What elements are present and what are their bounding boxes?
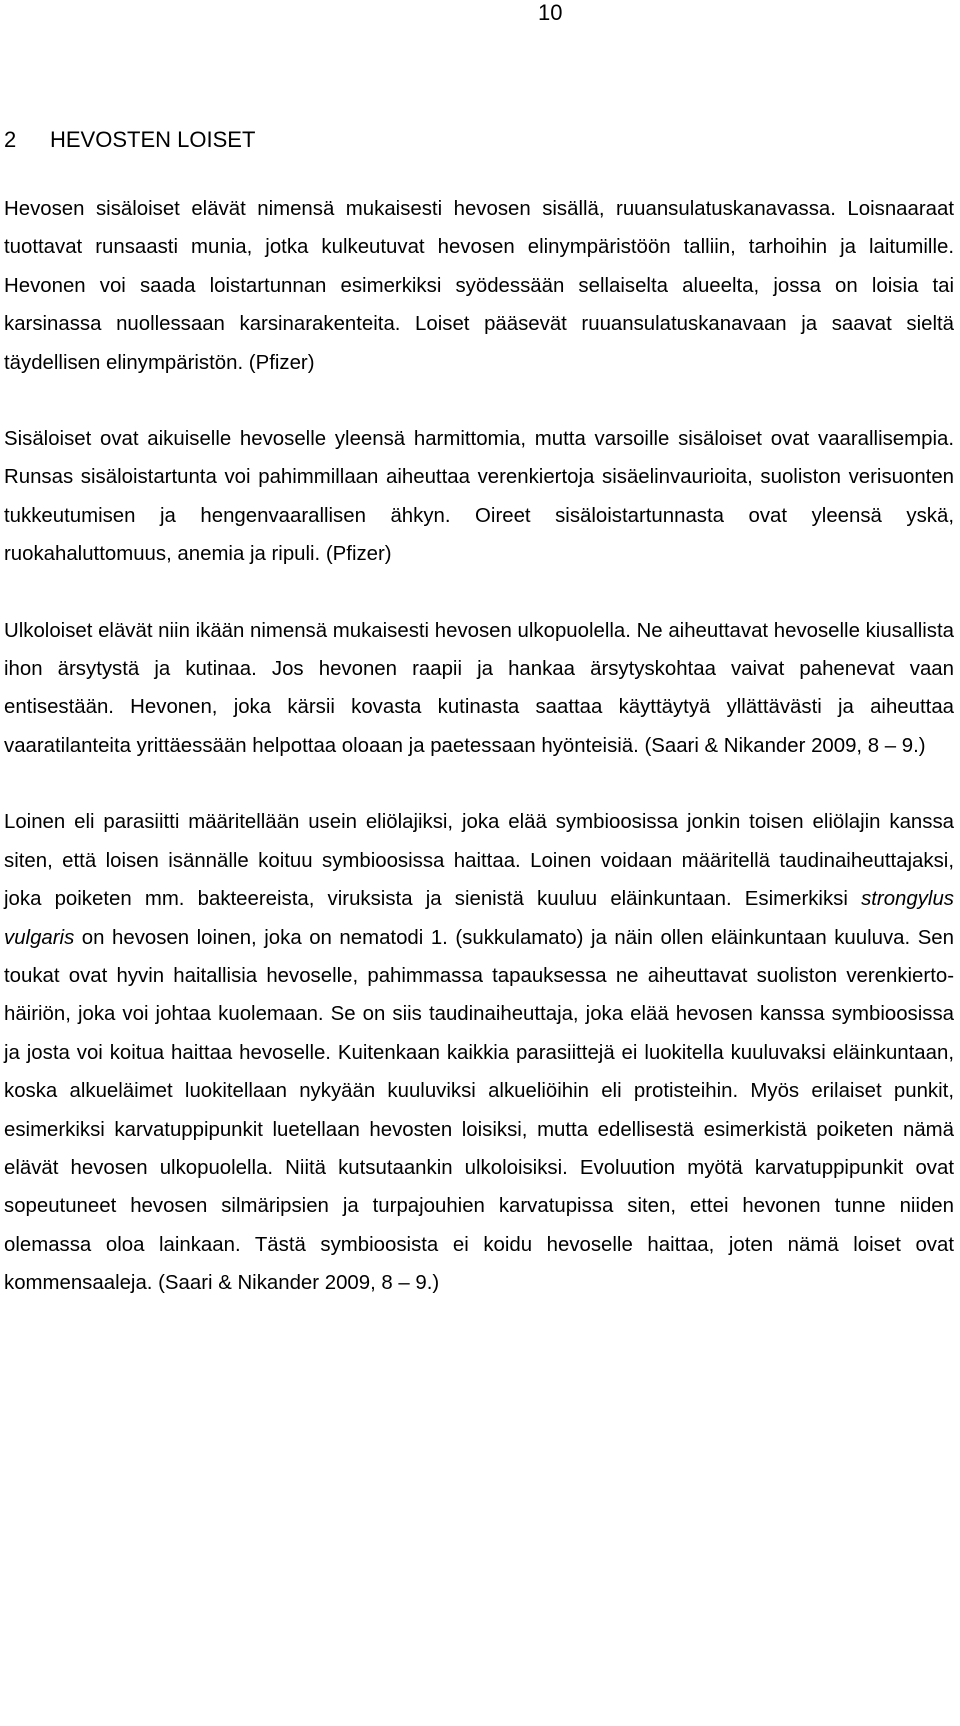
paragraph-4-part-2: on hevosen loinen, joka on nematodi 1. (sukkulamato) ja näin ollen eläinkuntaan kuuluva. Sen toukat ovat hyvin haitallisia hevoselle, pahimmassa tapauksessa ne aiheuttavat suoliston verenkiertohäiriön, joka voi johtaa kuolemaan. Se on siis taudinaiheuttaja, joka elää hevosen kanssa symbioosissa ja josta voi koitua haittaa hevoselle. Kuitenkaan kaikkia parasiittejä ei luokitella kuuluvaksi eläinkuntaan, koska alkueläimet luokitellaan nykyään kuuluviksi alkueliöihin eli protisteihin. Myös erilaiset punkit, esimerkiksi karvatuppipunkit luetellaan hevosten loisiksi, mutta edellisestä esimerkistä poiketen nämä elävät hevosen ulkopuolella. Niitä kutsutaankin ulkoloisiksi. Evoluution myötä karvatuppipunkit ovat sopeutuneet hevosen silmäripsien ja turpajouhien karvatupissa siten, ettei hevonen tunne niiden olemassa oloa lainkaan. Tästä symbioosista ei koidu hevoselle haittaa, joten nämä loiset ovat kommensaaleja. (Saari & Nikander 2009, 8 – 9.) (4, 926, 954, 1295)
section-title: HEVOSTEN LOISET (50, 127, 256, 152)
document-body (4, 124, 954, 1341)
section-heading (4, 124, 954, 156)
species-name: strongylus vulgaris (4, 888, 954, 949)
section-number: 2 (4, 127, 17, 152)
paragraph-3: Ulkoloiset elävät niin ikään nimensä mukaisesti hevosen ulkopuolella. Ne aiheuttavat hevoselle kiusallista ihon ärsytystä ja kutinaa. Jos hevonen raapii ja hankaa ärsytyskohtaa vaivat pahenevat vaan entisestään. Hevonen, joka kärsii kovasta kutinasta saattaa käyttäytyä yllättävästi ja aiheuttaa vaaratilanteita yrittäessään helpottaa oloaan ja paetessaan hyönteisiä. (Saari & Nikander 2009, 8 – 9.) (4, 619, 954, 757)
paragraph-2: Sisäloiset ovat aikuiselle hevoselle yleensä harmittomia, mutta varsoille sisäloiset ovat vaarallisempia. Runsas sisäloistartunta voi pahimmillaan aiheuttaa verenkiertoja sisäelinvaurioita, suoliston verisuonten tukkeutumisen ja hengenvaarallisen ähkyn. Oireet sisäloistartunnasta ovat yleensä yskä, ruokahaluttomuus, anemia ja ripuli. (Pfizer) (4, 428, 954, 566)
paragraph-4-part-1: Loinen eli parasiitti määritellään usein eliölajiksi, joka elää symbioosissa jonkin toisen eliölajin kanssa siten, että loisen isännälle koituu symbioosissa haittaa. Loinen voidaan määritellä taudinaiheuttajaksi, joka poiketen mm. bakteereista, viruksista ja sienistä kuuluu eläinkuntaan. Esimerkiksi (4, 811, 954, 911)
page-number: 10 (538, 0, 563, 25)
paragraph-1: Hevosen sisäloiset elävät nimensä mukaisesti hevosen sisällä, ruuansulatuskanavassa. Loisnaaraat tuottavat runsaasti munia, jotka kulkeutuvat hevosen elinympäristöön talliin, tarhoihin ja laitumille. Hevonen voi saada loistartunnan esimerkiksi syödessään sellaiselta alueelta, jossa on loisia tai karsinassa nuollessaan karsinarakenteita. Loiset pääsevät ruuansulatuskanavaan ja saavat sieltä täydellisen elinympäristön. (Pfizer) (4, 198, 954, 374)
paragraph-4 (4, 803, 954, 1302)
